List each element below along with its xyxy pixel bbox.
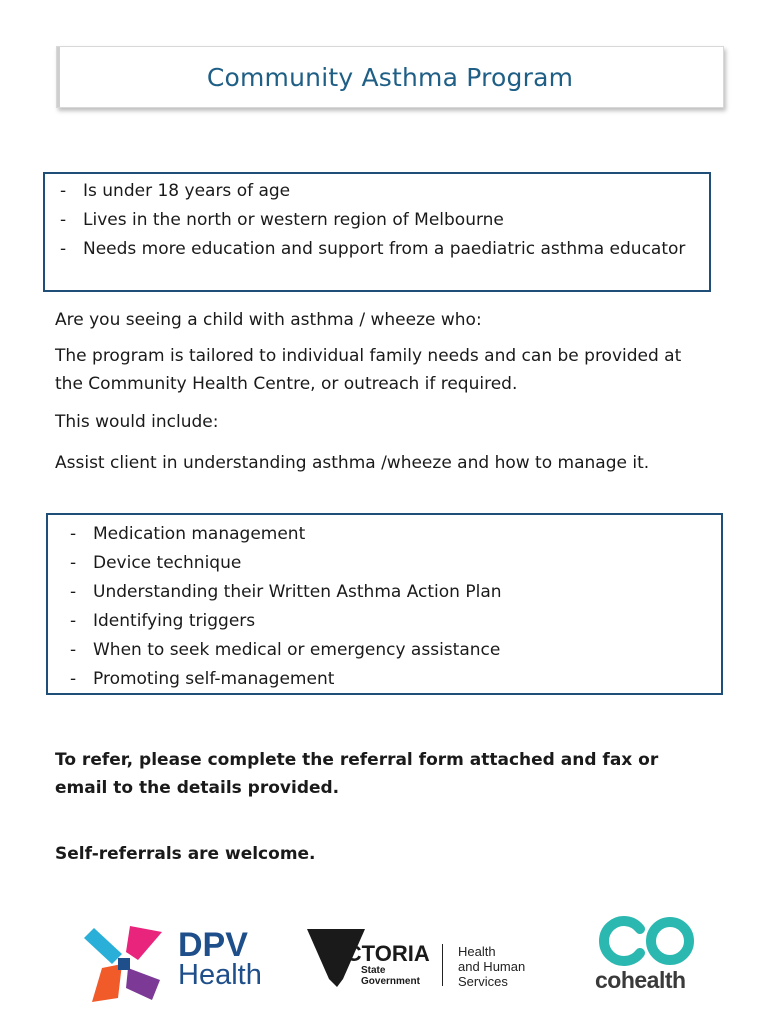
criteria-list xyxy=(48,177,688,264)
list-item: - Medication management xyxy=(70,524,306,544)
health-human-services-label: Health and Human Services xyxy=(458,944,526,989)
dpv-health-wordmark: DPV Health xyxy=(178,926,262,991)
program-description: The program is tailored to individual family needs and can be provided at the Community Health Centre, or outreach if required. xyxy=(55,346,682,394)
topics-list xyxy=(58,520,698,694)
list-item: - When to seek medical or emergency assistance xyxy=(70,640,501,660)
government-label: Government xyxy=(361,976,420,987)
list-item: - Is under 18 years of age xyxy=(60,181,291,201)
title-banner xyxy=(56,46,724,108)
list-item: - Lives in the north or western region of Melbourne xyxy=(60,210,504,230)
question-text: Are you seeing a child with asthma / wheeze who: xyxy=(55,310,482,330)
state-label: State xyxy=(361,965,386,976)
victoria-wordmark: VICTORIA xyxy=(325,941,430,966)
self-referral-text: Self-referrals are welcome. xyxy=(55,844,316,864)
criteria-box xyxy=(43,172,711,292)
victoria-state-government-logo-icon xyxy=(303,927,431,989)
cohealth-wordmark: cohealth xyxy=(595,967,686,993)
list-item: - Identifying triggers xyxy=(70,611,256,631)
assist-text: Assist client in understanding asthma /wheeze and how to manage it. xyxy=(55,453,650,473)
list-item: - Understanding their Written Asthma Action Plan xyxy=(70,582,502,602)
list-item: - Promoting self-management xyxy=(70,669,335,689)
include-heading: This would include: xyxy=(55,412,219,432)
topics-box xyxy=(46,513,723,695)
logo-divider xyxy=(442,944,443,986)
cohealth-logo-icon xyxy=(596,915,696,967)
referral-instructions: To refer, please complete the referral form attached and fax or email to the details provided. xyxy=(55,750,659,798)
page-title: Community Asthma Program xyxy=(206,62,574,92)
dpv-health-logo-icon xyxy=(82,924,168,1004)
list-item: - Device technique xyxy=(70,553,242,573)
list-item: - Needs more education and support from a paediatric asthma educator xyxy=(60,239,686,259)
